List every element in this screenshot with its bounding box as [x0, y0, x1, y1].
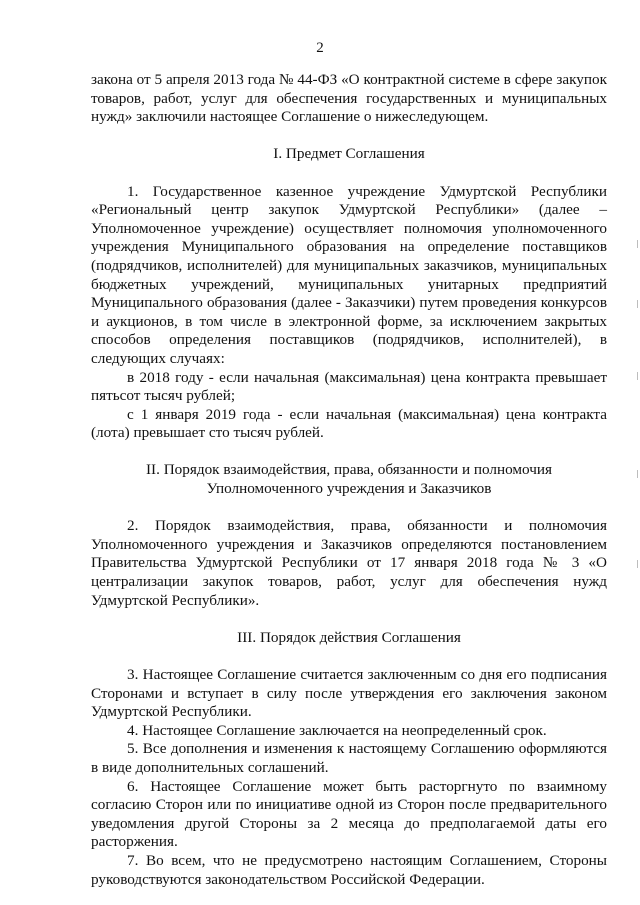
scan-edge-mark	[637, 240, 638, 248]
clause-7: 7. Во всем, что не предусмотрено настоящим Соглашением, Стороны руководствуются законодательством Российской Федерации.	[91, 851, 607, 888]
scan-edge-mark	[637, 470, 638, 478]
section-1-title: I. Предмет Соглашения	[273, 145, 425, 163]
clause-4: 4. Настоящее Соглашение заключается на неопределенный срок.	[127, 721, 547, 739]
section-2-title-line-1: II. Порядок взаимодействия, права, обязанности и полномочия	[146, 461, 552, 479]
clause-1-case-2018: в 2018 году - если начальная (максимальная) цена контракта превышает пятьсот тысяч рублей;	[91, 368, 607, 405]
section-2-title-line-2: Уполномоченного учреждения и Заказчиков	[206, 480, 492, 498]
page-number: 2	[316, 40, 324, 56]
clause-1: 1. Государственное казенное учреждение Удмуртской Республики «Региональный центр закупок Удмуртской Республики» (далее – Уполномоченное учреждение) осуществляет полномочия уполномоченного учреждения Муниципального образования на определение поставщиков (подрядчиков, исполнителей) для муниципальных заказчиков, муниципальных бюджетных учреждений, муниципальных унитарных предприятий Муниципального образования (далее - Заказчики) путем проведения конкурсов и аукционов, в том числе в электронной форме, за исключением закрытых способов определения поставщиков (подрядчиков, исполнителей), в следующих случаях:	[91, 182, 607, 367]
clause-2: 2. Порядок взаимодействия, права, обязанности и полномочия Уполномоченного учреждения и Заказчиков определяются постановлением Правительства Удмуртской Республики от 17 января 2018 года № 3 «О централизации закупок товаров, работ, услуг для обеспечения нужд Удмуртской Республики».	[91, 517, 607, 609]
document-body	[91, 71, 607, 889]
clause-5: 5. Все дополнения и изменения к настоящему Соглашению оформляются в виде дополнительных соглашений.	[91, 740, 607, 776]
clause-6: 6. Настоящее Соглашение может быть расторгнуто по взаимному согласию Сторон или по инициативе одной из Сторон после предварительного уведомления другой Стороны за 2 месяца до предполагаемой даты его расторжения.	[91, 777, 607, 851]
intro-paragraph: закона от 5 апреля 2013 года № 44-ФЗ «О контрактной системе в сфере закупок товаров, работ, услуг для обеспечения государственных и муниципальных нужд» заключили настоящее Соглашение о нижеследующем.	[91, 71, 607, 126]
clause-1-case-2019: с 1 января 2019 года - если начальная (максимальная) цена контракта (лота) превышает сто тысяч рублей.	[91, 405, 607, 442]
section-3-title: III. Порядок действия Соглашения	[237, 628, 461, 646]
clause-3: 3. Настоящее Соглашение считается заключенным со дня его подписания Сторонами и вступает в силу после утверждения его заключения законом Удмуртской Республики.	[91, 666, 607, 721]
scan-edge-mark	[637, 300, 638, 308]
scan-edge-mark	[637, 372, 638, 380]
scan-edge-mark	[637, 560, 638, 568]
